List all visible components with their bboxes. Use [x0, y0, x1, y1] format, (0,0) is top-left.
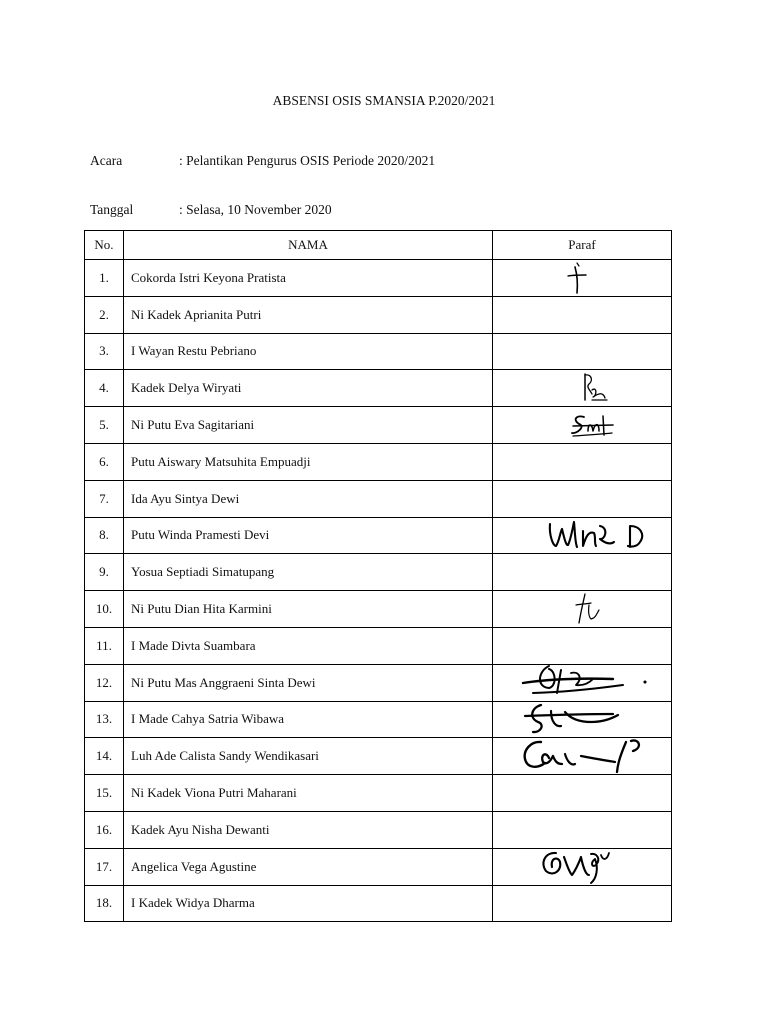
row-name: Luh Ade Calista Sandy Wendikasari	[124, 738, 493, 775]
header-nama: NAMA	[124, 231, 493, 260]
row-signature-cell	[493, 701, 672, 738]
row-name: I Kadek Widya Dharma	[124, 885, 493, 922]
row-name: I Made Divta Suambara	[124, 627, 493, 664]
date-row	[90, 202, 332, 218]
row-name: Ni Putu Dian Hita Karmini	[124, 591, 493, 628]
event-label: Acara	[90, 153, 123, 168]
table-row	[85, 591, 672, 628]
table-row	[85, 811, 672, 848]
document-title: ABSENSI OSIS SMANSIA P.2020/2021	[272, 93, 496, 108]
row-number: 6.	[85, 443, 124, 480]
table-row	[85, 848, 672, 885]
date-value: : Selasa, 10 November 2020	[179, 202, 332, 217]
row-signature-cell	[493, 443, 672, 480]
row-signature-cell	[493, 664, 672, 701]
row-name: Putu Aiswary Matsuhita Empuadji	[124, 443, 493, 480]
header-paraf: Paraf	[493, 231, 672, 260]
signature-icon	[493, 370, 671, 406]
row-number: 9.	[85, 554, 124, 591]
row-signature-cell	[493, 333, 672, 370]
table-header-row	[85, 231, 672, 260]
table-row	[85, 885, 672, 922]
table-row	[85, 333, 672, 370]
row-name: Ni Putu Mas Anggraeni Sinta Dewi	[124, 664, 493, 701]
row-signature-cell	[493, 738, 672, 775]
row-number: 15.	[85, 775, 124, 812]
row-name: Ni Kadek Viona Putri Maharani	[124, 775, 493, 812]
row-signature-cell	[493, 517, 672, 554]
signature-icon	[493, 738, 671, 774]
signature-icon	[493, 518, 671, 554]
row-number: 1.	[85, 260, 124, 297]
row-name: Cokorda Istri Keyona Pratista	[124, 260, 493, 297]
row-signature-cell	[493, 554, 672, 591]
row-number: 4.	[85, 370, 124, 407]
row-name: I Wayan Restu Pebriano	[124, 333, 493, 370]
row-number: 14.	[85, 738, 124, 775]
attendance-table	[84, 230, 672, 922]
table-row	[85, 517, 672, 554]
signature-icon	[493, 591, 671, 627]
table-row	[85, 407, 672, 444]
row-signature-cell	[493, 370, 672, 407]
event-row	[90, 153, 435, 169]
row-signature-cell	[493, 591, 672, 628]
table-row	[85, 738, 672, 775]
signature-icon	[493, 702, 671, 738]
row-signature-cell	[493, 480, 672, 517]
row-number: 10.	[85, 591, 124, 628]
table-body	[85, 260, 672, 922]
row-name: Ni Putu Eva Sagitariani	[124, 407, 493, 444]
row-number: 16.	[85, 811, 124, 848]
table-row	[85, 554, 672, 591]
signature-icon	[493, 665, 671, 701]
row-name: Putu Winda Pramesti Devi	[124, 517, 493, 554]
row-number: 11.	[85, 627, 124, 664]
row-name: Ni Kadek Aprianita Putri	[124, 296, 493, 333]
table-row	[85, 296, 672, 333]
row-signature-cell	[493, 848, 672, 885]
row-number: 3.	[85, 333, 124, 370]
signature-icon	[493, 407, 671, 443]
event-value: : Pelantikan Pengurus OSIS Periode 2020/2021	[179, 153, 436, 168]
row-signature-cell	[493, 885, 672, 922]
signature-icon	[493, 849, 671, 885]
row-name: Ida Ayu Sintya Dewi	[124, 480, 493, 517]
row-name: Kadek Delya Wiryati	[124, 370, 493, 407]
row-name: Kadek Ayu Nisha Dewanti	[124, 811, 493, 848]
header-no: No.	[85, 231, 124, 260]
table-row	[85, 370, 672, 407]
row-number: 7.	[85, 480, 124, 517]
table-row	[85, 664, 672, 701]
row-number: 8.	[85, 517, 124, 554]
row-name: Angelica Vega Agustine	[124, 848, 493, 885]
table-row	[85, 627, 672, 664]
row-signature-cell	[493, 627, 672, 664]
table-row	[85, 260, 672, 297]
table-row	[85, 443, 672, 480]
row-number: 18.	[85, 885, 124, 922]
table-row	[85, 775, 672, 812]
row-signature-cell	[493, 260, 672, 297]
row-number: 2.	[85, 296, 124, 333]
row-number: 12.	[85, 664, 124, 701]
row-signature-cell	[493, 296, 672, 333]
row-name: I Made Cahya Satria Wibawa	[124, 701, 493, 738]
row-number: 13.	[85, 701, 124, 738]
row-signature-cell	[493, 811, 672, 848]
row-number: 5.	[85, 407, 124, 444]
date-label: Tanggal	[90, 202, 134, 217]
row-signature-cell	[493, 775, 672, 812]
table-row	[85, 701, 672, 738]
row-name: Yosua Septiadi Simatupang	[124, 554, 493, 591]
row-signature-cell	[493, 407, 672, 444]
signature-icon	[493, 260, 671, 296]
row-number: 17.	[85, 848, 124, 885]
table-row	[85, 480, 672, 517]
